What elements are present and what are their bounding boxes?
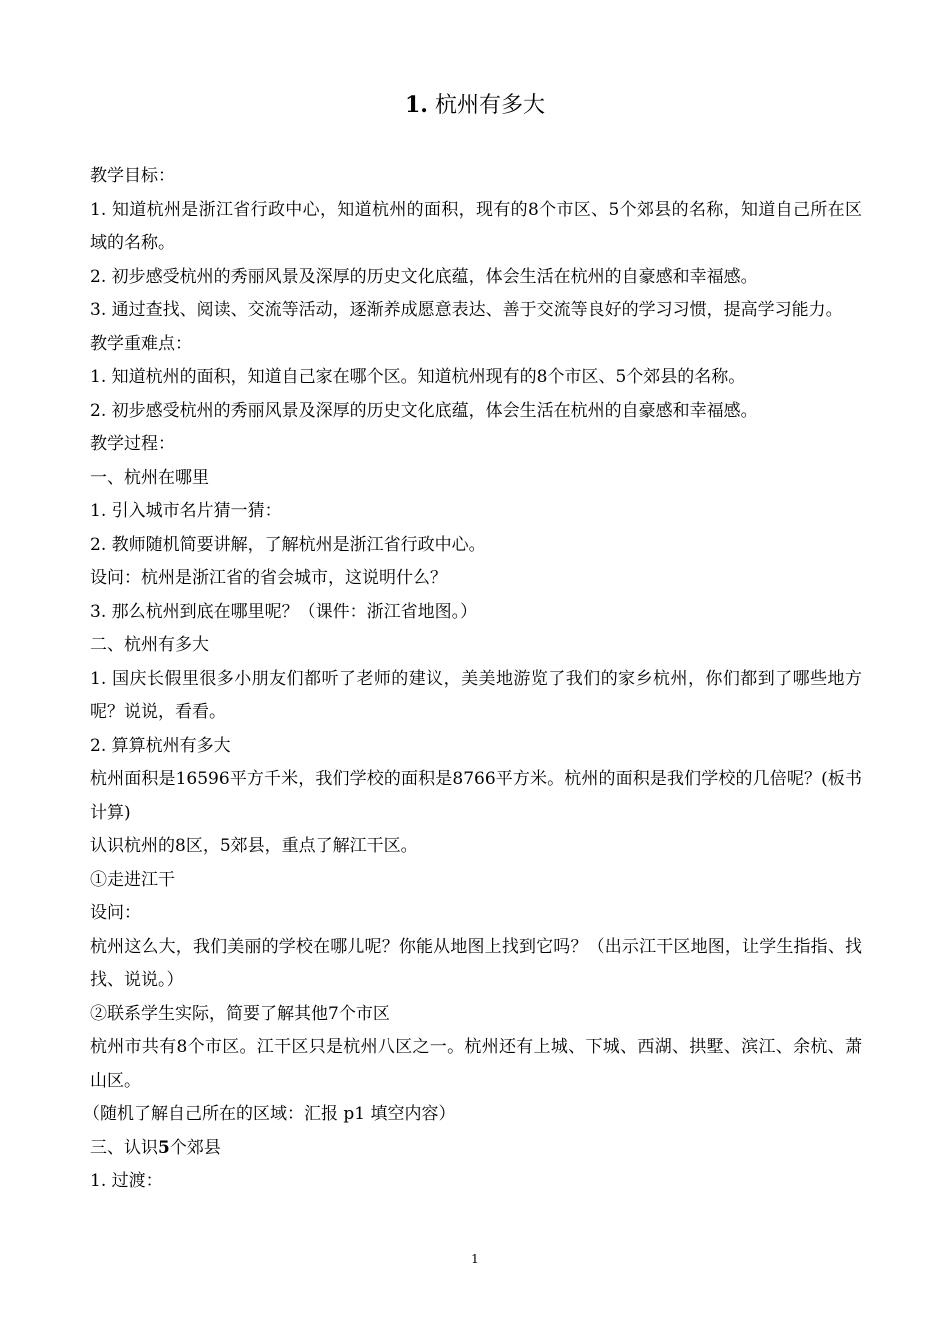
section-heading-3 — [90, 1132, 862, 1166]
page-number: 1 — [471, 1252, 479, 1266]
section1-item-1: 1. 引入城市名片猜一猜： — [90, 501, 282, 521]
district-report-note: （随机了解自己所在的区域：汇报 p1 填空内容） — [83, 1104, 456, 1124]
goal-item-2: 2. 初步感受杭州的秀丽风景及深厚的历史文化底蕴，体会生活在杭州的自豪感和幸福感。 — [90, 266, 758, 287]
heading-teaching-process: 教学过程： — [90, 434, 175, 454]
document-body — [83, 160, 862, 1199]
districts-intro: 认识杭州的8区，5郊县，重点了解江干区。 — [90, 836, 418, 856]
school-map-question: 杭州这么大，我们美丽的学校在哪儿呢？你能从地图上找到它吗？（出示江干区地图，让学生指指、找找、说说。） — [90, 936, 862, 990]
section2-item-1: 1. 国庆长假里很多小朋友们都听了老师的建议，美美地游览了我们的家乡杭州，你们都到了哪些地方呢？说说，看看。 — [90, 668, 862, 722]
section1-question: 设问：杭州是浙江省的省会城市，这说明什么？ — [90, 568, 447, 588]
heading-teaching-goals: 教学目标： — [90, 166, 175, 186]
section2-item-2: 2. 算算杭州有多大 — [90, 735, 231, 756]
key-point-item-1: 1. 知道杭州的面积，知道自己家在哪个区。知道杭州现有的8个市区、5个郊县的名称。 — [90, 367, 746, 387]
section3-prefix: 三、认识 — [90, 1137, 158, 1158]
title-number: 1. — [405, 92, 428, 118]
subsection-other-districts: ②联系学生实际，简要了解其他7个市区 — [90, 1003, 390, 1024]
subsection-jianggan: ①走进江干 — [90, 869, 175, 890]
area-comparison: 杭州面积是16596平方千米，我们学校的面积是8766平方米。杭州的面积是我们学校的几倍呢？(板书计算) — [90, 769, 862, 823]
section1-item-3: 3. 那么杭州到底在哪里呢？（课件：浙江省地图。） — [90, 601, 478, 622]
document-title — [0, 88, 950, 123]
section-heading-2: 二、杭州有多大 — [90, 635, 209, 655]
section1-item-2: 2. 教师随机简要讲解，了解杭州是浙江省行政中心。 — [90, 534, 486, 555]
goal-item-1: 1. 知道杭州是浙江省行政中心，知道杭州的面积，现有的8个市区、5个郊县的名称，知道自己所在区域的名称。 — [90, 199, 862, 253]
section-heading-1: 一、杭州在哪里 — [90, 467, 209, 488]
subsection-question-label: 设问： — [90, 903, 141, 923]
title-text: 杭州有多大 — [434, 93, 545, 118]
section3-count: 5 — [158, 1137, 170, 1158]
section3-suffix: 个郊县 — [169, 1137, 221, 1158]
section3-item-1: 1. 过渡： — [90, 1171, 163, 1191]
goal-item-3: 3. 通过查找、阅读、交流等活动，逐渐养成愿意表达、善于交流等良好的学习习惯，提高学习能力。 — [90, 300, 843, 320]
districts-list: 杭州市共有8个市区。江干区只是杭州八区之一。杭州还有上城、下城、西湖、拱墅、滨江、余杭、萧山区。 — [90, 1037, 862, 1091]
key-point-item-2: 2. 初步感受杭州的秀丽风景及深厚的历史文化底蕴，体会生活在杭州的自豪感和幸福感。 — [90, 400, 758, 421]
heading-key-points: 教学重难点： — [90, 333, 192, 354]
